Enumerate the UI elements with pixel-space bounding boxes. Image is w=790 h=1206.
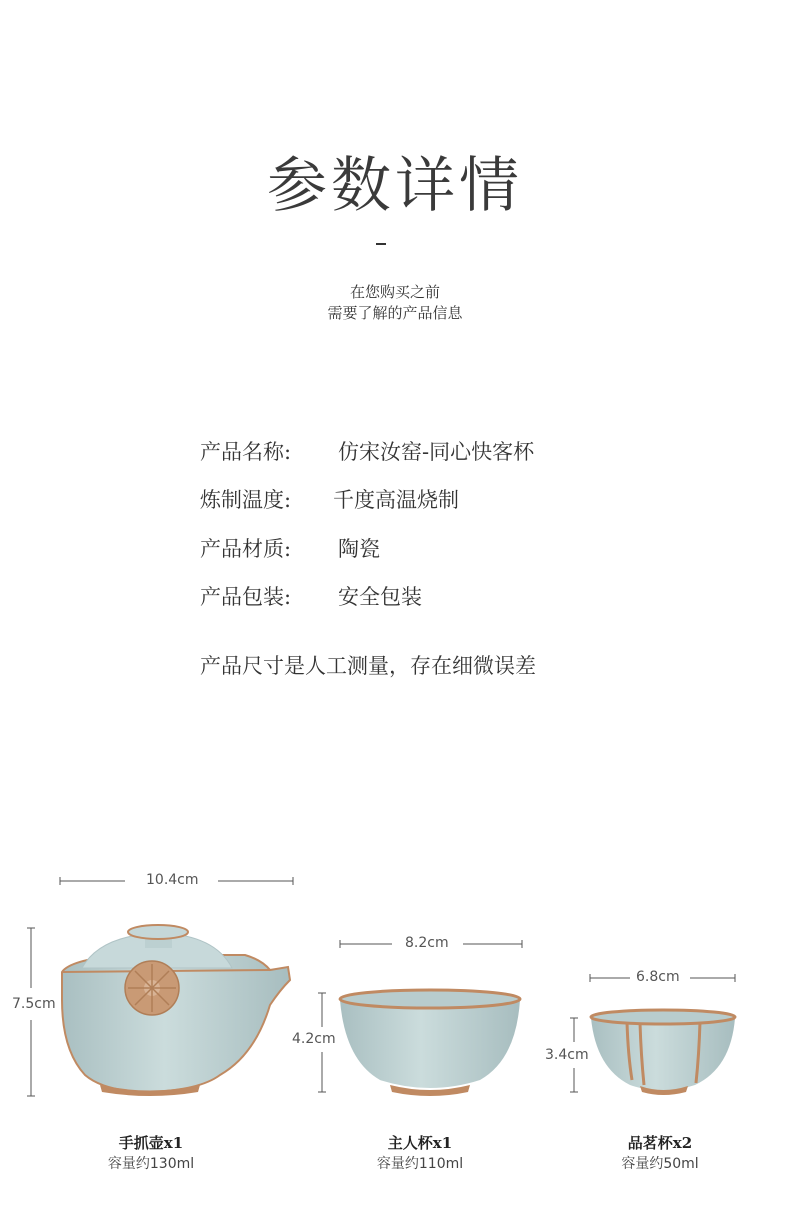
host-cup-image bbox=[340, 990, 520, 1096]
spec-value-name: 仿宋汝窑-同心快客杯 bbox=[338, 440, 535, 464]
subtitle-line-1: 在您购买之前 bbox=[349, 283, 440, 301]
spec-value-temperature: 千度高温烧制 bbox=[333, 488, 459, 512]
teapot-image bbox=[62, 925, 290, 1096]
spec-label-temperature: 炼制温度: bbox=[200, 488, 292, 512]
spec-label-packaging: 产品包装: bbox=[200, 585, 292, 609]
teapot-volume: 容量约130ml bbox=[107, 1156, 195, 1172]
tasting-cup-height-label: 3.4cm bbox=[545, 1047, 589, 1063]
spec-label-name: 产品名称: bbox=[200, 440, 292, 464]
teapot-name: 手抓壶x1 bbox=[118, 1134, 184, 1152]
teapot-width-label: 10.4cm bbox=[146, 872, 199, 888]
tasting-cup-volume: 容量约50ml bbox=[621, 1156, 699, 1172]
host-cup-name: 主人杯x1 bbox=[387, 1134, 453, 1152]
page-title: 参数详情 bbox=[267, 151, 523, 221]
measurement-note: 产品尺寸是人工测量，存在细微误差 bbox=[200, 654, 536, 678]
host-cup-height-label: 4.2cm bbox=[292, 1031, 336, 1047]
teapot-height-label: 7.5cm bbox=[12, 996, 56, 1012]
tasting-cup-width-label: 6.8cm bbox=[636, 969, 680, 985]
spec-value-packaging: 安全包装 bbox=[338, 585, 422, 609]
tasting-cup-image bbox=[591, 1010, 735, 1095]
teapot-height-dimension bbox=[27, 928, 35, 1096]
host-cup-width-label: 8.2cm bbox=[405, 935, 449, 951]
subtitle-line-2: 需要了解的产品信息 bbox=[327, 304, 463, 322]
spec-label-material: 产品材质: bbox=[200, 537, 292, 561]
tasting-cup-name: 品茗杯x2 bbox=[627, 1134, 693, 1152]
spec-value-material: 陶瓷 bbox=[338, 537, 380, 561]
host-cup-volume: 容量约110ml bbox=[376, 1156, 464, 1172]
